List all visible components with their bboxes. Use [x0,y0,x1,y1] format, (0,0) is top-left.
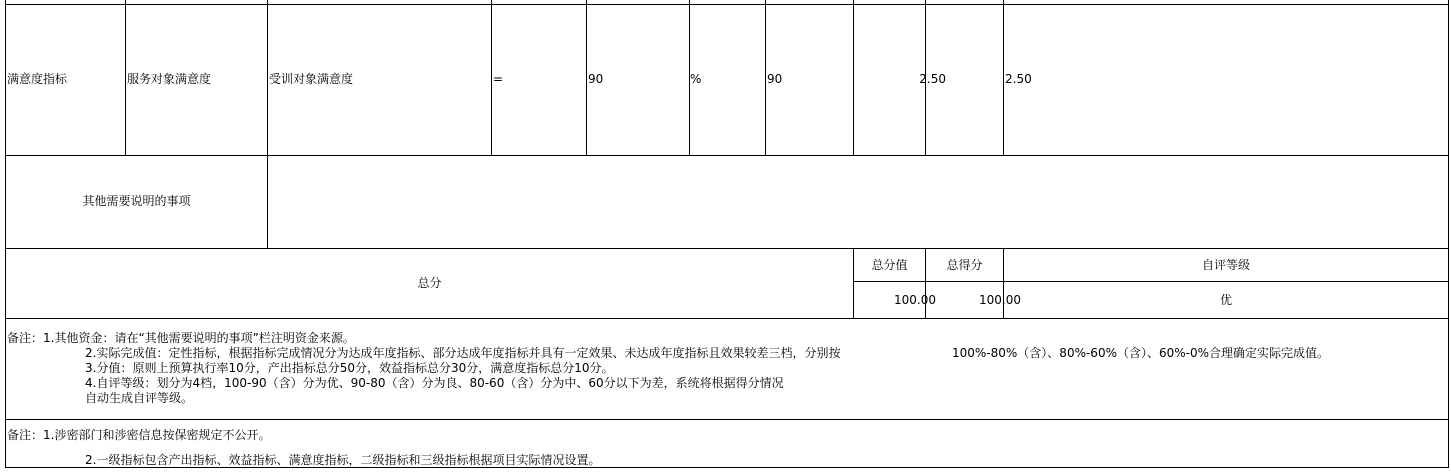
grid-line [5,419,1449,420]
note-line: 备注：1.其他资金：请在“其他需要说明的事项”栏注明资金来源。 [7,331,355,345]
grid-line [5,4,1449,5]
grid-line [5,248,1449,249]
level1-indicator: 满意度指标 [7,72,68,86]
grid-line [853,281,1449,282]
weight-value: 2.50 [919,72,946,86]
note-line: 自动生成自评等级。 [85,391,194,405]
total-score: 100.00 [979,293,1021,307]
unit-cell: % [690,72,702,86]
grid-line [586,0,587,156]
grid-line [5,318,1449,319]
actual-value: 90 [767,72,783,86]
grid-line [5,0,6,468]
operator-cell: = [493,72,504,86]
grid-line [125,0,126,156]
note-line: 3.分值：原则上预算执行率10分，产出指标总分50分，效益指标总分30分，满意度指标总分10分。 [85,361,614,375]
other-matters-label: 其他需要说明的事项 [82,194,191,208]
level2-indicator: 服务对象满意度 [127,72,212,86]
total-value-header: 总分值 [871,258,908,272]
note-line: 2.一级指标包含产出指标、效益指标、满意度指标，二级指标和三级指标根据项目实际情况设置。 [85,453,601,467]
score-value: 2.50 [1005,72,1032,86]
grid-line [765,0,766,156]
note-line: 备注：1.涉密部门和涉密信息按保密规定不公开。 [7,428,271,442]
grade-header: 自评等级 [1201,258,1250,272]
note-line: 4.自评等级：划分为4档，100-90（含）分为优、90-80（含）分为良、80-60（含）分为中、60分以下为差，系统将根据得分情况 [85,376,784,390]
grid-line [1448,0,1449,468]
grid-line [5,155,1449,156]
target-value: 90 [588,72,604,86]
grid-line [1003,0,1004,156]
level3-indicator: 受训对象满意度 [269,72,354,86]
total-score-header: 总得分 [946,258,983,272]
note-line: 2.实际完成值：定性指标，根据指标完成情况分为达成年度指标、部分达成年度指标并具有一定效果、未达成年度指标且效果较差三档，分别按 [85,346,841,360]
grade-value: 优 [1219,293,1232,307]
grid-line [267,0,268,249]
total-label: 总分 [417,276,442,290]
note-line: 100%-80%（含）、80%-60%（含）、60%-0%合理确定实际完成值。 [952,346,1330,360]
total-value: 100.00 [894,293,936,307]
grid-line [491,0,492,156]
